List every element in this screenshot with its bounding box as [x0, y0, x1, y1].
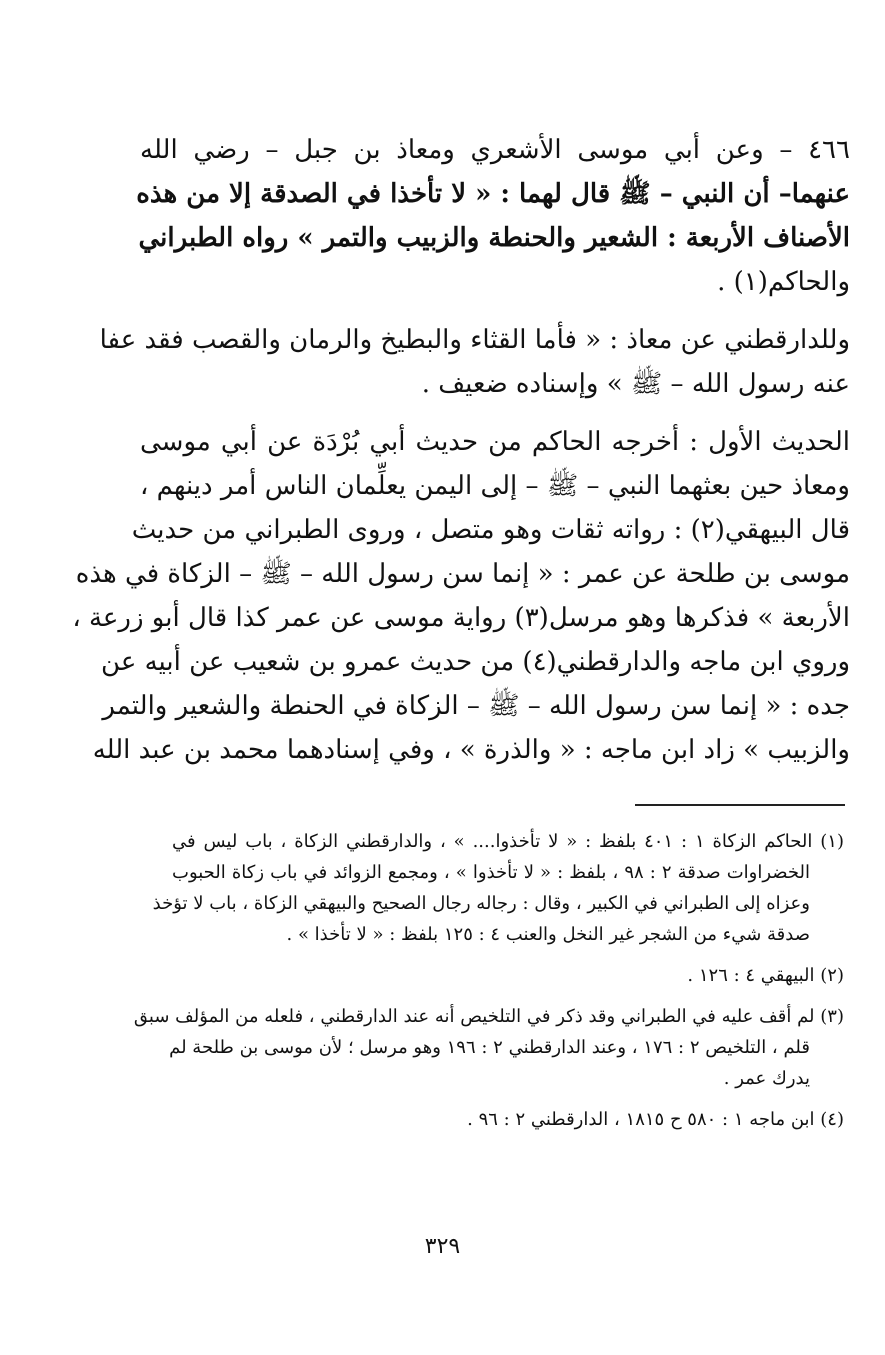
- footnote-line: الخضراوات صدقة ٢ : ٩٨ ، بلفظ : « لا تأخذوا » ، ومجمع الزوائد في باب زكاة الحبوب: [172, 862, 811, 883]
- footnote-line: وعزاه إلى الطبراني في الكبير ، وقال : رجاله رجال الصحيح والبيهقي الزكاة ، باب لا تؤخذ: [152, 893, 810, 914]
- footnote-line: قلم ، التلخيص ٢ : ١٧٦ ، وعند الدارقطني ٢ : ١٩٦ وهو مرسل ؛ لأن موسى بن طلحة لم: [169, 1037, 810, 1058]
- paragraph-hadith-466: [136, 128, 850, 304]
- page-number: ٣٢٩: [424, 1234, 461, 1259]
- paragraph-first-hadith: [72, 420, 850, 772]
- footnote-line: يدرك عمر .: [723, 1068, 810, 1089]
- text-line: عنهما– أن النبي – ﷺ قال لهما : « لا تأخذا في الصدقة إلا من هذه: [136, 179, 850, 209]
- text-line: الحديث الأول : أخرجه الحاكم من حديث أبي بُرْدَة عن أبي موسى: [140, 427, 850, 457]
- footnote-2: [172, 960, 844, 991]
- footnote-1: [152, 826, 844, 950]
- footnote-3: [133, 1001, 844, 1094]
- text-line: والزبيب » زاد ابن ماجه : « والذرة » ، وفي إسنادهما محمد بن عبد الله: [92, 735, 850, 765]
- footnotes: [133, 826, 844, 1145]
- text-line: عنه رسول الله – ﷺ » وإسناده ضعيف .: [421, 369, 850, 399]
- text-line: ومعاذ حين بعثهما النبي – ﷺ – إلى اليمن يعلِّمان الناس أمر دينهم ،: [140, 471, 850, 501]
- text-line: ٤٦٦ – وعن أبي موسى الأشعري ومعاذ بن جبل – رضي الله: [140, 135, 850, 165]
- paragraph-daraqutni: [99, 318, 850, 406]
- text-line: والحاكم(١) .: [717, 267, 850, 297]
- text-line: وروي ابن ماجه والدارقطني(٤) من حديث عمرو بن شعيب عن أبيه عن: [101, 647, 850, 677]
- text-line: الأربعة » فذكرها وهو مرسل(٣) رواية موسى عن عمر كذا قال أبو زرعة ،: [72, 603, 850, 633]
- text-line: جده : « إنما سن رسول الله – ﷺ – الزكاة في الحنطة والشعير والتمر: [102, 691, 850, 721]
- text-line: وللدارقطني عن معاذ : « فأما القثاء والبطيخ والرمان والقصب فقد عفا: [99, 325, 850, 355]
- footnote-line: (٢) البيهقي ٤ : ١٢٦ .: [687, 965, 844, 986]
- text-line: قال البيهقي(٢) : رواته ثقات وهو متصل ، وروى الطبراني من حديث: [131, 515, 850, 545]
- footnote-4: [172, 1104, 844, 1135]
- footnote-line: صدقة شيء من الشجر غير النخل والعنب ٤ : ١٢٥ بلفظ : « لا تأخذا » .: [286, 924, 810, 945]
- footnote-line: (٤) ابن ماجه ١ : ٥٨٠ ح ١٨١٥ ، الدارقطني ٢ : ٩٦ .: [467, 1109, 844, 1130]
- text-line: الأصناف الأربعة : الشعير والحنطة والزبيب والتمر » رواه الطبراني: [138, 223, 850, 253]
- text-line: موسى بن طلحة عن عمر : « إنما سن رسول الله – ﷺ – الزكاة في هذه: [75, 559, 850, 589]
- footnote-separator: [635, 804, 845, 806]
- main-text: [72, 128, 850, 786]
- footnote-line: (٣) لم أقف عليه في الطبراني وقد ذكر في التلخيص أنه عند الدارقطني ، فلعله من المؤلف سبق: [133, 1006, 844, 1027]
- footnote-line: (١) الحاكم الزكاة ١ : ٤٠١ بلفظ : « لا تأخذوا.... » ، والدارقطني الزكاة ، باب ليس في: [172, 831, 844, 852]
